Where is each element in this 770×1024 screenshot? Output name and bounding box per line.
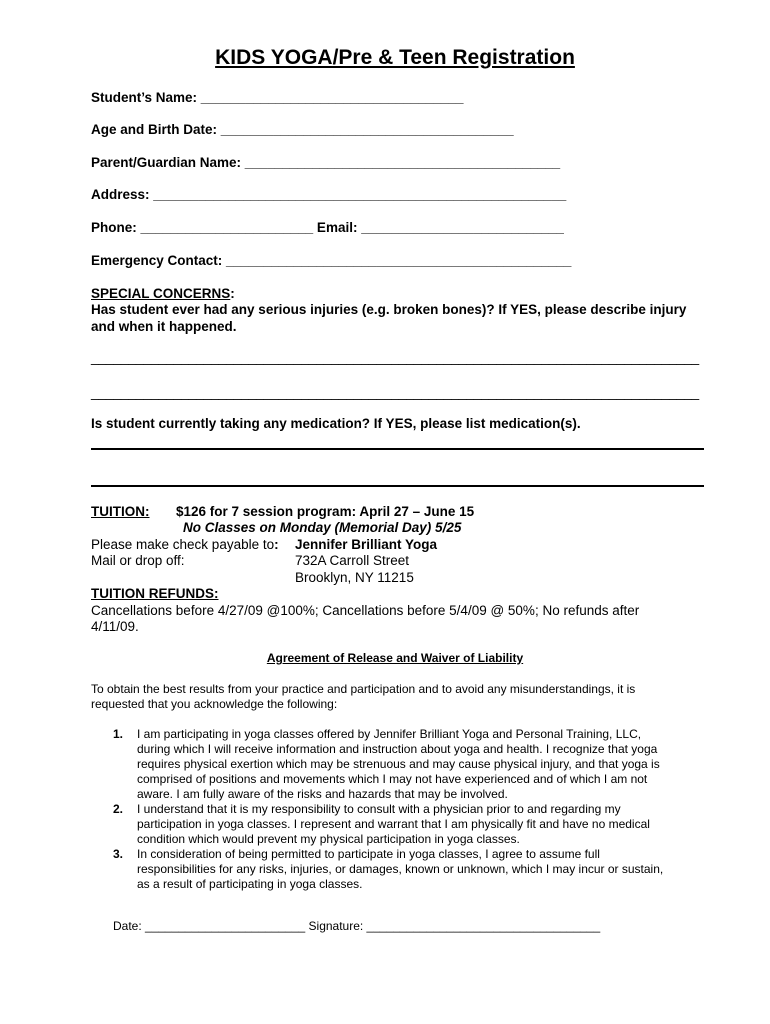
injury-answer-line-1[interactable]: _________________________________________________________________________________ <box>91 350 700 365</box>
no-classes-note: No Classes on Monday (Memorial Day) 5/25 <box>183 520 462 535</box>
term-number: 1. <box>113 727 124 741</box>
payee-name: Jennifer Brilliant Yoga <box>295 537 438 552</box>
medication-answer-line-1[interactable] <box>91 448 704 450</box>
city-address: Brooklyn, NY 11215 <box>295 570 414 585</box>
agreement-heading: Agreement of Release and Waiver of Liability <box>266 651 524 665</box>
agreement-term <box>91 802 691 847</box>
refunds-text: Cancellations before 4/27/09 @100%; Cancellations before 5/4/09 @ 50%; No refunds after <box>91 603 640 618</box>
medication-question: Is student currently taking any medication? If YES, please list medication(s). <box>91 416 581 431</box>
tuition-refunds-heading: TUITION REFUNDS: <box>91 586 219 601</box>
agreement-term <box>91 727 691 802</box>
special-concerns-label: SPECIAL CONCERNS <box>91 286 231 301</box>
special-concerns-heading <box>91 286 235 301</box>
phone-email-field[interactable]: Phone: _______________________ Email: ___________________________ <box>91 220 564 235</box>
agreement-term <box>91 847 691 892</box>
refunds-text-cont: 4/11/09. <box>91 619 139 634</box>
agreement-intro-cont: requested that you acknowledge the following: <box>91 697 338 711</box>
agreement-intro: To obtain the best results from your practice and participation and to avoid any misunderstandings, it is <box>91 682 636 696</box>
term-line: I understand that it is my responsibility to consult with a physician prior to and regarding my <box>137 802 621 816</box>
term-line: requires physical exertion which may be strenuous and may cause physical injury, and that yoga is <box>137 757 660 771</box>
term-number: 2. <box>113 802 124 816</box>
injury-question: Has student ever had any serious injuries (e.g. broken bones)? If YES, please describe injury <box>91 302 687 317</box>
term-line: comprised of positions and movements which I may not have experienced and of which I am not <box>137 772 648 786</box>
term-line: In consideration of being permitted to participate in yoga classes, I agree to assume full <box>137 847 600 861</box>
tuition-label: TUITION: <box>91 504 150 519</box>
parent-guardian-field[interactable]: Parent/Guardian Name: __________________________________________ <box>91 155 561 170</box>
term-line: condition which would prevent my physical participation in yoga classes. <box>137 832 520 846</box>
tuition-program: $126 for 7 session program: April 27 – June 15 <box>176 504 475 519</box>
injury-question-cont: and when it happened. <box>91 319 237 334</box>
term-line: I am participating in yoga classes offered by Jennifer Brilliant Yoga and Personal Training, LLC, <box>137 727 642 741</box>
term-line: responsibilities for any risks, injuries, or damages, known or unknown, which I may incur or sustain, <box>137 862 664 876</box>
agreement-terms-list <box>91 727 691 892</box>
emergency-contact-field[interactable]: Emergency Contact: ______________________________________________ <box>91 253 572 268</box>
term-number: 3. <box>113 847 124 861</box>
check-payable-colon: : <box>274 537 279 552</box>
term-line: as a result of participating in yoga classes. <box>137 877 363 891</box>
medication-answer-line-2[interactable] <box>91 485 704 487</box>
student-name-field[interactable]: Student’s Name: ___________________________________ <box>91 90 464 105</box>
address-field[interactable]: Address: _______________________________________________________ <box>91 187 567 202</box>
date-signature-field[interactable]: Date: ________________________ Signature: ___________________________________ <box>113 919 601 933</box>
age-birth-date-field[interactable]: Age and Birth Date: _______________________________________ <box>91 122 514 137</box>
term-line: during which I will receive information and instruction about yoga and health. I recognize that yoga <box>137 742 658 756</box>
check-payable-label <box>91 537 279 552</box>
injury-answer-line-2[interactable]: _________________________________________________________________________________ <box>91 385 700 400</box>
street-address: 732A Carroll Street <box>295 553 410 568</box>
term-line: participation in yoga classes. I represent and warrant that I am physically fit and have no medical <box>137 817 650 831</box>
mail-label: Mail or drop off: <box>91 553 185 568</box>
term-line: aware. I am fully aware of the risks and hazards that may be involved. <box>137 787 508 801</box>
special-concerns-colon: : <box>230 286 235 301</box>
check-payable-text: Please make check payable to <box>91 537 275 552</box>
page-title: KIDS YOGA/Pre & Teen Registration <box>215 46 575 69</box>
